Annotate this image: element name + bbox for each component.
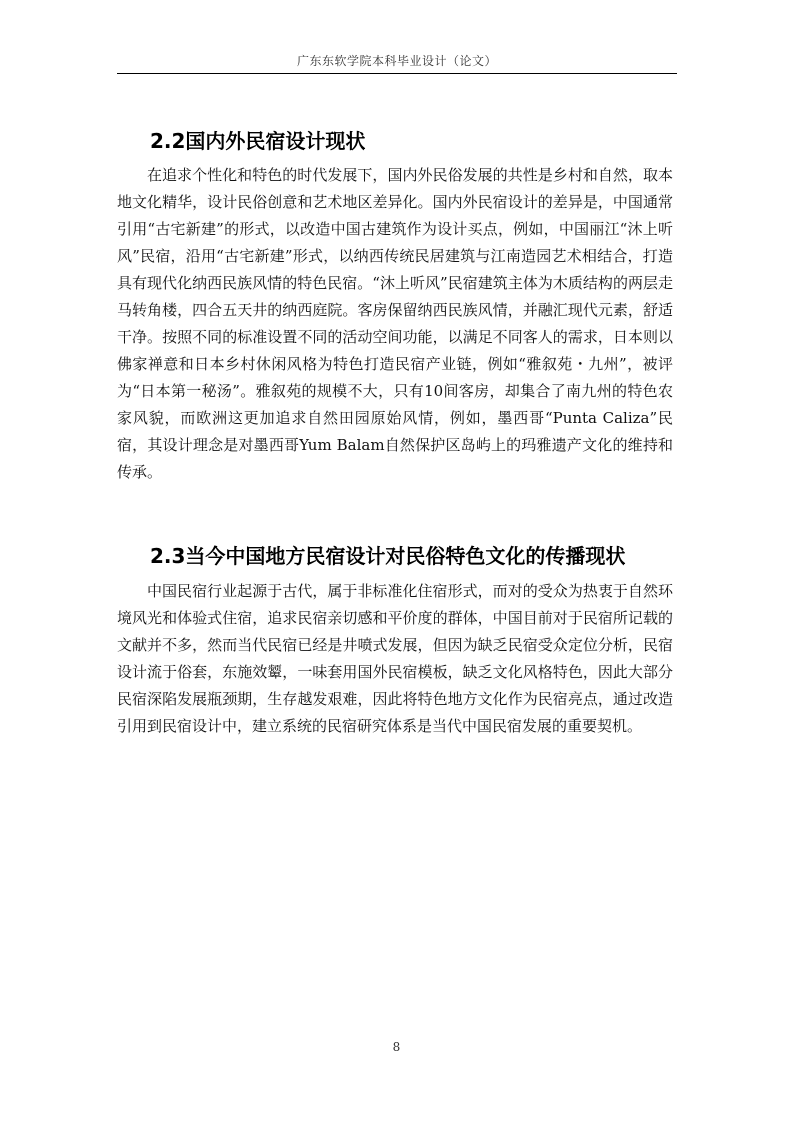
page-number: 8: [392, 1040, 401, 1054]
section-heading-2-3: 2.3当今中国地方民宿设计对民俗特色文化的传播现状: [150, 544, 626, 568]
section-heading-2-2: 2.2国内外民宿设计现状: [150, 129, 366, 153]
section-2-2-paragraph: 在追求个性化和特色的时代发展下，国内外民俗发展的共性是乡村和自然，取本地文化精华，设计民俗创意和艺术地区差异化。国内外民宿设计的差异是，中国通常引用“古宅新建”的形式，以改造中国古建筑作为设计买点，例如，中国丽江“沐上听风”民宿，沿用“古宅新建”形式，以纳西传统民居建筑与江南造园艺术相结合，打造具有现代化纳西民族风情的特色民宿。“沐上听风”民宿建筑主体为木质结构的两层走马转角楼，四合五天井的纳西庭院。客房保留纳西民族风情，并融汇现代元素，舒适干净。按照不同的标准设置不同的活动空间功能，以满足不同客人的需求，日本则以佛家禅意和日本乡村休闲风格为特色打造民宿产业链，例如“雅叙苑・九州”，被评为“日本第一秘汤”。雅叙苑的规模不大，只有10间客房，却集合了南九州的特色农家风貌，而欧洲这更加追求自然田园原始风情，例如，墨西哥“Punta Caliza”民宿，其设计理念是对墨西哥Yum Balam自然保护区岛屿上的玛雅遗产文化的维持和传承。: [117, 166, 673, 481]
section-2-3-paragraph: 中国民宿行业起源于古代，属于非标准化住宿形式，而对的受众为热衷于自然环境风光和体验式住宿，追求民宿亲切感和平价度的群体，中国目前对于民宿所记载的文献并不多，然而当代民宿已经是井喷式发展，但因为缺乏民宿受众定位分析，民宿设计流于俗套，东施效颦，一味套用国外民宿模板，缺乏文化风格特色，因此大部分民宿深陷发展瓶颈期，生存越发艰难，因此将特色地方文化作为民宿亮点，通过改造引用到民宿设计中，建立系统的民宿研究体系是当代中国民宿发展的重要契机。: [117, 582, 673, 735]
header-divider: [117, 73, 677, 74]
page-header: 广东东软学院本科毕业设计（论文）: [296, 54, 497, 68]
